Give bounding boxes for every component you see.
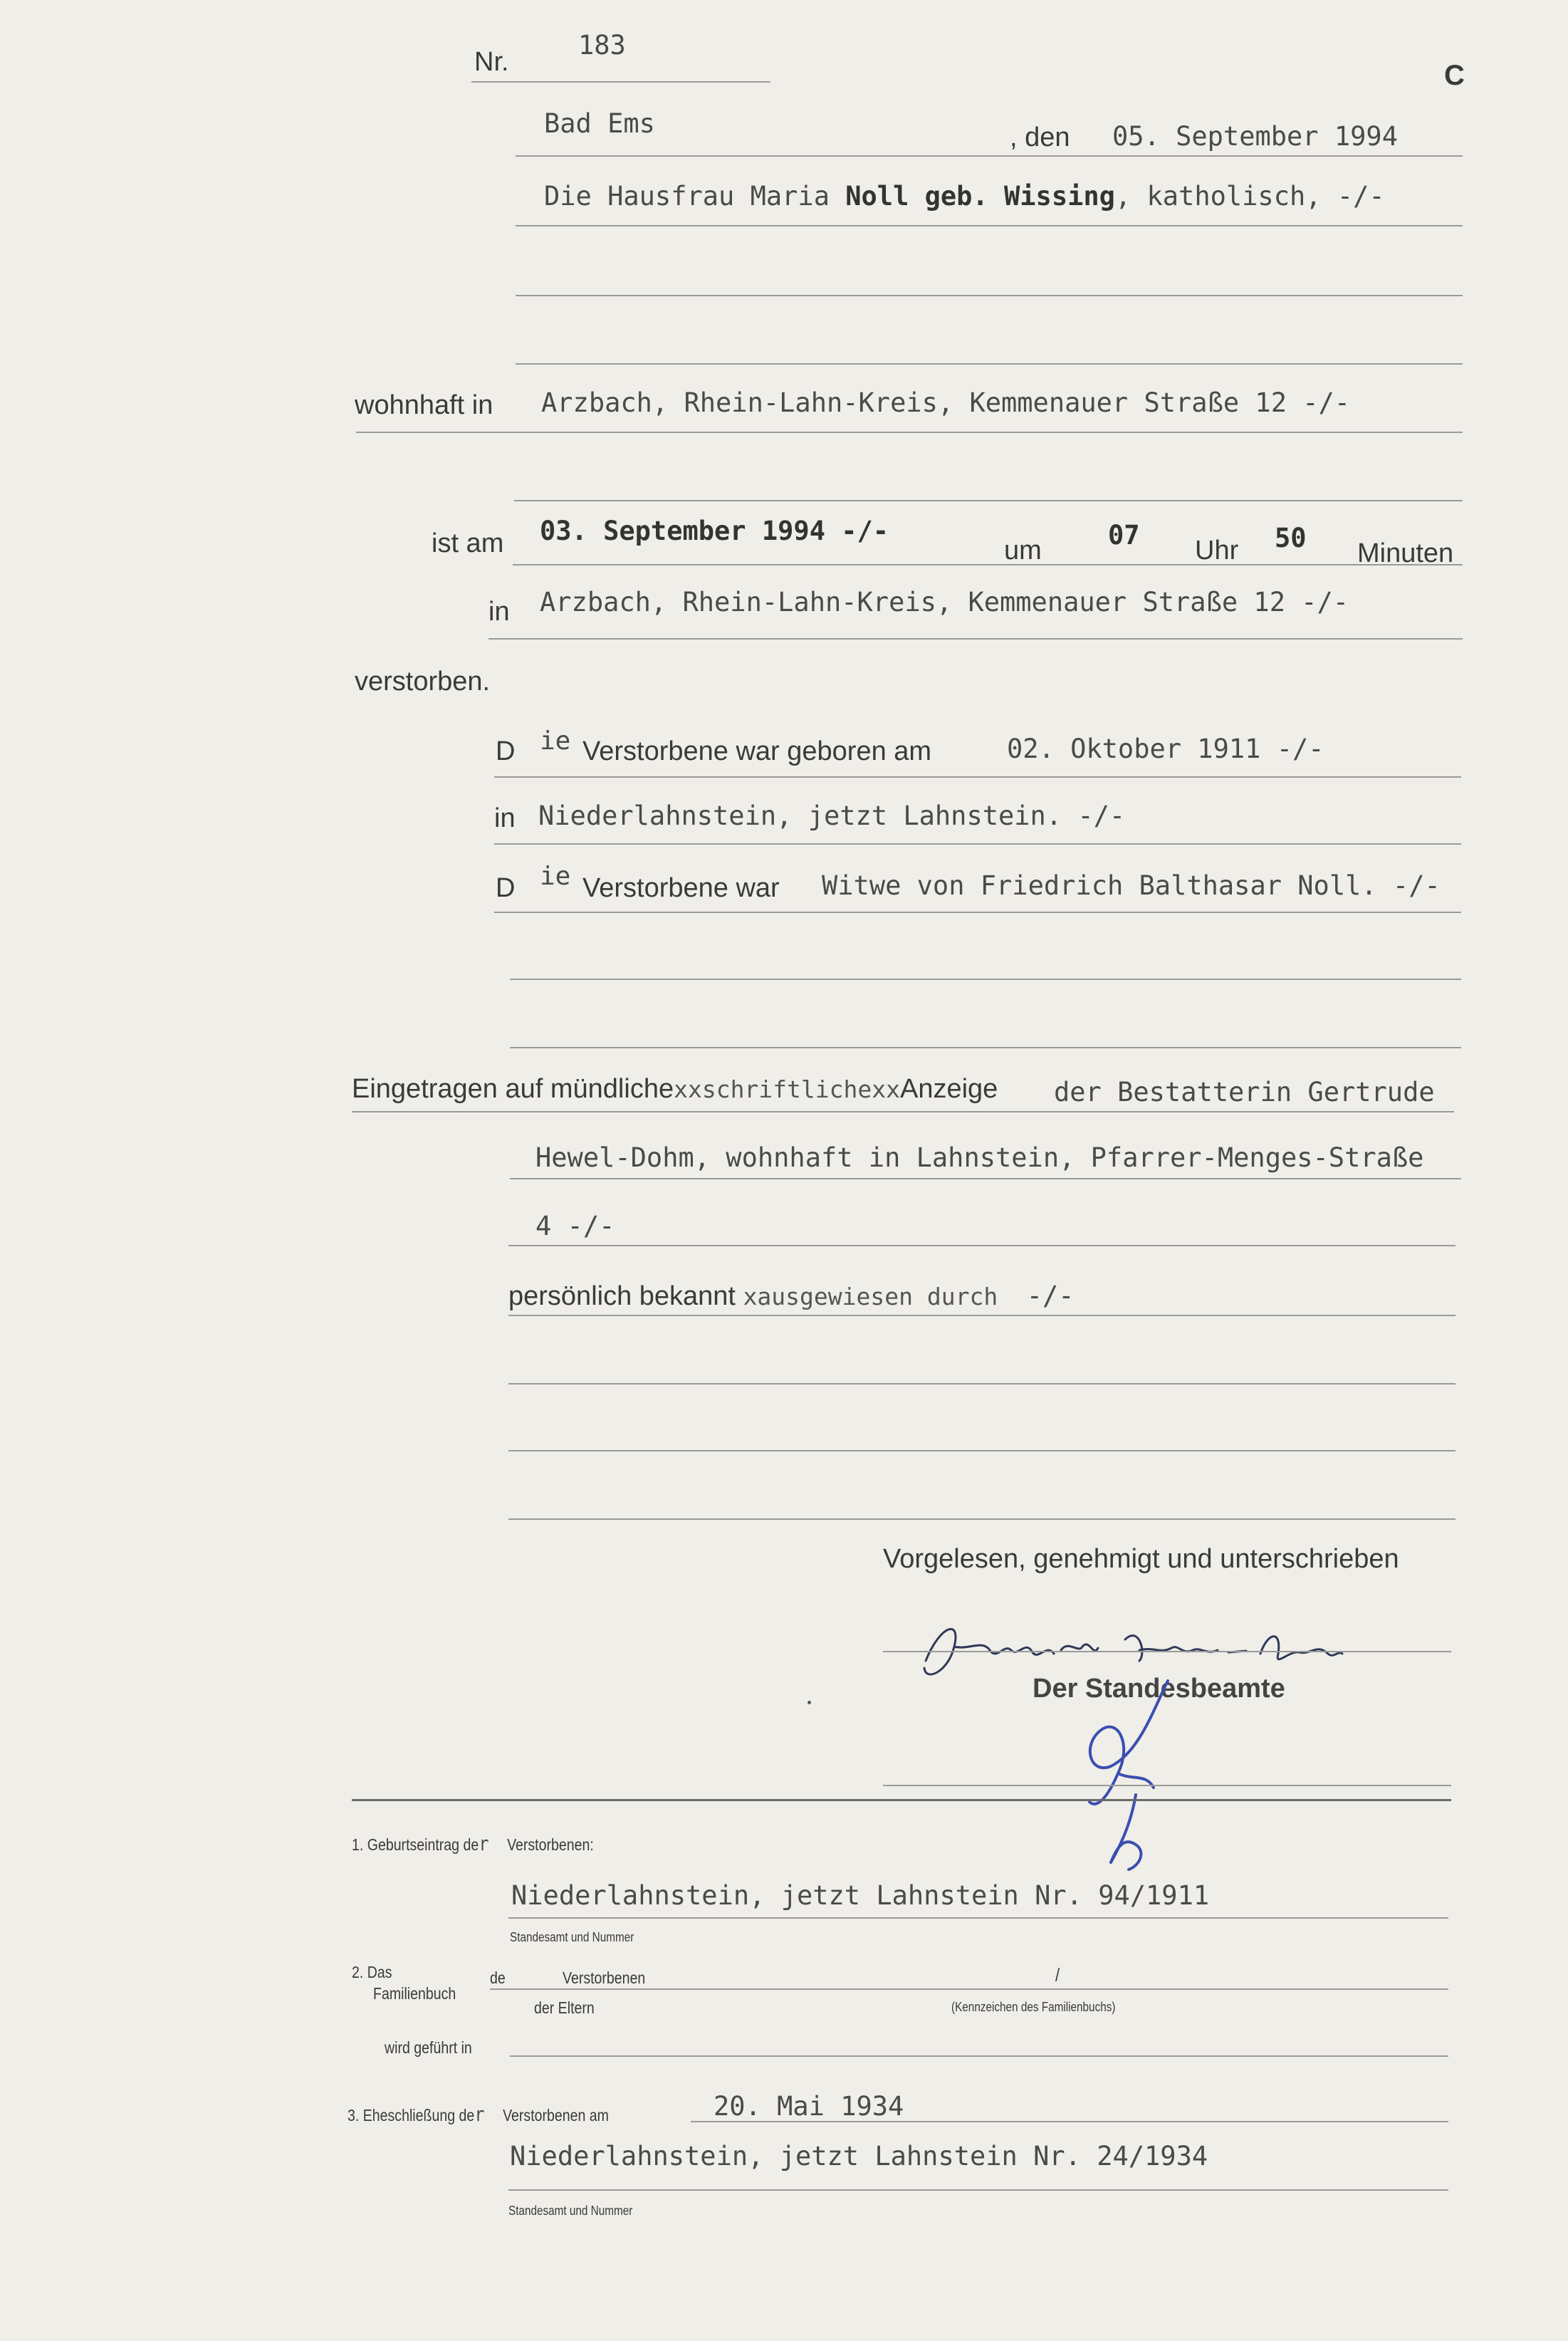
line-item2 bbox=[490, 1988, 1448, 1990]
birth-date: 02. Oktober 1911 -/- bbox=[1007, 734, 1324, 764]
line-date bbox=[516, 155, 1463, 157]
item3-caption: Standesamt und Nummer bbox=[508, 2204, 633, 2218]
status-D: D bbox=[496, 873, 516, 903]
person-suffix: , katholisch, -/- bbox=[1114, 181, 1385, 212]
item1-r: r bbox=[479, 1832, 489, 1855]
item2-caption: (Kennzeichen des Familienbuchs) bbox=[951, 2000, 1116, 2014]
line-birth-date bbox=[494, 776, 1461, 778]
um-label: um bbox=[1004, 536, 1042, 565]
item3-word: Verstorbenen am bbox=[503, 2106, 609, 2124]
person-prefix: Die Hausfrau Maria bbox=[544, 181, 830, 212]
item3-label-text: 3. Eheschließung de bbox=[347, 2106, 475, 2124]
line-residence bbox=[356, 432, 1463, 433]
item1-label bbox=[352, 1832, 594, 1855]
birth-D: D bbox=[496, 736, 516, 766]
known-line bbox=[508, 1281, 1075, 1312]
line-death-date bbox=[513, 564, 1463, 565]
known-label: persönlich bekannt bbox=[508, 1281, 736, 1311]
person-name: Noll geb. Wissing bbox=[845, 181, 1115, 212]
official-label: Der Standesbeamte bbox=[1033, 1674, 1285, 1704]
item2-verstorbenen: Verstorbenen bbox=[563, 1969, 646, 1987]
item2-label-b: Familienbuch bbox=[373, 1984, 456, 2003]
death-place: Arzbach, Rhein-Lahn-Kreis, Kemmenauer Straße 12 -/- bbox=[540, 587, 1349, 617]
line-item2-wird bbox=[510, 2055, 1448, 2057]
line-blank-8 bbox=[508, 1518, 1455, 1520]
line-blank-3 bbox=[514, 500, 1463, 501]
death-minutes: 50 bbox=[1275, 523, 1307, 553]
known-end: -/- bbox=[1026, 1281, 1075, 1311]
nr-line bbox=[471, 81, 770, 83]
footer-divider bbox=[352, 1799, 1451, 1801]
line-official-signature bbox=[883, 1785, 1451, 1786]
registration-struck: xxschriftlichexx bbox=[674, 1075, 900, 1103]
line-birth-place bbox=[494, 843, 1461, 845]
registration-line1: der Bestatterin Gertrude bbox=[1054, 1077, 1435, 1107]
line-informant-signature bbox=[883, 1651, 1451, 1652]
item2-slash: / bbox=[1055, 1964, 1060, 1986]
person-line bbox=[544, 181, 1385, 212]
birth-in-label: in bbox=[494, 803, 516, 833]
nr-value: 183 bbox=[578, 30, 626, 61]
minuten-label: Minuten bbox=[1357, 538, 1454, 568]
registration-label-start: Eingetragen auf mündliche bbox=[352, 1074, 674, 1104]
residence-value: Arzbach, Rhein-Lahn-Kreis, Kemmenauer Straße 12 -/- bbox=[541, 387, 1351, 418]
known-struck: xausgewiesen durch bbox=[743, 1283, 998, 1310]
item3-label bbox=[347, 2102, 609, 2126]
line-blank-7 bbox=[508, 1450, 1455, 1451]
registration-line3: 4 -/- bbox=[535, 1211, 615, 1241]
line-blank-2 bbox=[516, 363, 1463, 365]
status-value: Witwe von Friedrich Balthasar Noll. -/- bbox=[822, 870, 1441, 901]
item3-r: r bbox=[474, 2102, 485, 2126]
item3-value: Niederlahnstein, jetzt Lahnstein Nr. 24/1934 bbox=[510, 2141, 1208, 2171]
item2-de: de bbox=[490, 1969, 506, 1987]
death-hour: 07 bbox=[1108, 520, 1140, 551]
line-blank-6 bbox=[508, 1383, 1455, 1385]
item2-eltern: der Eltern bbox=[534, 1998, 595, 2017]
registration-label bbox=[352, 1074, 998, 1105]
line-blank-4 bbox=[510, 979, 1461, 980]
nr-label: Nr. bbox=[474, 47, 509, 77]
birth-place: Niederlahnstein, jetzt Lahnstein. -/- bbox=[538, 801, 1126, 831]
line-status bbox=[494, 912, 1461, 913]
birth-ie: ie bbox=[540, 726, 571, 756]
item1-value: Niederlahnstein, jetzt Lahnstein Nr. 94/1911 bbox=[511, 1880, 1210, 1911]
line-death-place bbox=[488, 638, 1463, 640]
registration-label-end: Anzeige bbox=[899, 1074, 998, 1104]
line-blank-5 bbox=[510, 1047, 1461, 1048]
line-item3 bbox=[508, 2189, 1448, 2191]
den-label: , den bbox=[1010, 122, 1070, 152]
line-registration-3 bbox=[508, 1245, 1455, 1246]
line-item3-date bbox=[691, 2121, 1448, 2122]
line-blank-1 bbox=[516, 295, 1463, 296]
item1-label-text: 1. Geburtseintrag de bbox=[352, 1835, 479, 1854]
ink-dot bbox=[807, 1701, 811, 1704]
line-known bbox=[508, 1315, 1455, 1316]
line-registration-1 bbox=[352, 1111, 1454, 1112]
residence-label: wohnhaft in bbox=[355, 390, 493, 420]
uhr-label: Uhr bbox=[1195, 536, 1239, 565]
status-label: Verstorbene war bbox=[582, 873, 780, 903]
item1-word: Verstorbenen: bbox=[507, 1835, 594, 1854]
item1-caption: Standesamt und Nummer bbox=[510, 1930, 634, 1944]
document-date: 05. September 1994 bbox=[1112, 121, 1398, 152]
line-registration-2 bbox=[510, 1178, 1461, 1179]
item3-date: 20. Mai 1934 bbox=[714, 2091, 904, 2122]
line-person bbox=[516, 225, 1463, 226]
corner-letter: C bbox=[1444, 60, 1465, 91]
official-signature bbox=[1068, 1667, 1196, 1880]
registration-line2: Hewel-Dohm, wohnhaft in Lahnstein, Pfarrer-Menges-Straße bbox=[535, 1142, 1424, 1173]
read-approved-label: Vorgelesen, genehmigt und unterschrieben bbox=[883, 1544, 1399, 1574]
item2-label-a: 2. Das bbox=[352, 1963, 392, 1981]
verstorben-label: verstorben. bbox=[355, 667, 491, 697]
item2-wird: wird geführt in bbox=[385, 2038, 472, 2057]
line-item1 bbox=[508, 1917, 1448, 1919]
death-in-label: in bbox=[488, 597, 510, 627]
death-date: 03. September 1994 -/- bbox=[540, 516, 889, 546]
place: Bad Ems bbox=[544, 108, 655, 139]
ist-am-label: ist am bbox=[432, 528, 504, 558]
birth-label: Verstorbene war geboren am bbox=[582, 736, 932, 766]
status-ie: ie bbox=[540, 862, 571, 891]
